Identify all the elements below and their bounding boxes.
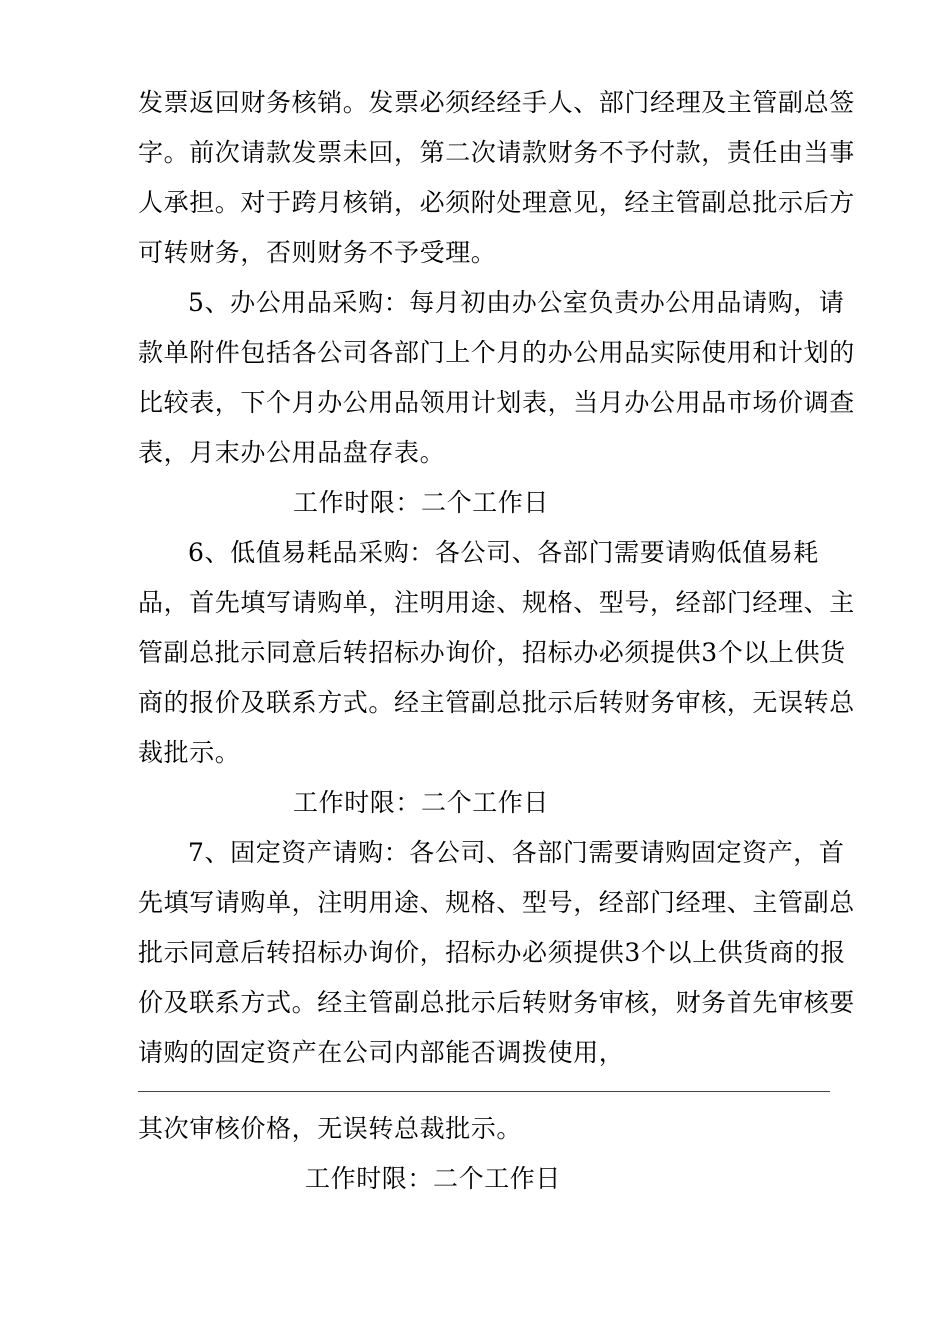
- time-limit-7: 工作时限：二个工作日: [305, 1164, 562, 1193]
- paragraph-line: 发票返回财务核销。发票必须经经手人、部门经理及主管副总签: [138, 88, 855, 117]
- paragraph-line: 可转财务，否则财务不予受理。: [138, 238, 497, 267]
- paragraph-line: 字。前次请款发票未回，第二次请款财务不予付款，责任由当事: [138, 138, 855, 167]
- paragraph-line: 比较表，下个月办公用品领用计划表，当月办公用品市场价调查: [138, 388, 855, 417]
- paragraph-line: 批示同意后转招标办询价，招标办必须提供3个以上供货商的报: [138, 938, 846, 967]
- time-limit-6: 工作时限：二个工作日: [293, 788, 550, 817]
- paragraph-line: 款单附件包括各公司各部门上个月的办公用品实际使用和计划的: [138, 338, 855, 367]
- paragraph-line: 商的报价及联系方式。经主管副总批示后转财务审核，无误转总: [138, 688, 855, 717]
- paragraph-line: 人承担。对于跨月核销，必须附处理意见，经主管副总批示后方: [138, 188, 855, 217]
- paragraph-line: 请购的固定资产在公司内部能否调拨使用，: [138, 1038, 625, 1067]
- paragraph-line: 裁批示。: [138, 738, 241, 767]
- page-divider: [138, 1091, 830, 1092]
- time-limit-5: 工作时限：二个工作日: [293, 488, 550, 517]
- paragraph-line: 管副总批示同意后转招标办询价，招标办必须提供3个以上供货: [138, 638, 846, 667]
- item-7-heading-line: 7、固定资产请购：各公司、各部门需要请购固定资产，首: [188, 838, 845, 867]
- paragraph-line: 先填写请购单，注明用途、规格、型号，经部门经理、主管副总: [138, 888, 855, 917]
- paragraph-line: 其次审核价格，无误转总裁批示。: [138, 1114, 523, 1143]
- paragraph-line: 表，月末办公用品盘存表。: [138, 438, 446, 467]
- paragraph-line: 价及联系方式。经主管副总批示后转财务审核，财务首先审核要: [138, 988, 855, 1017]
- paragraph-line: 品，首先填写请购单，注明用途、规格、型号，经部门经理、主: [138, 588, 855, 617]
- item-5-heading-line: 5、办公用品采购：每月初由办公室负责办公用品请购，请: [188, 288, 845, 317]
- item-6-heading-line: 6、低值易耗品采购：各公司、各部门需要请购低值易耗: [188, 538, 819, 567]
